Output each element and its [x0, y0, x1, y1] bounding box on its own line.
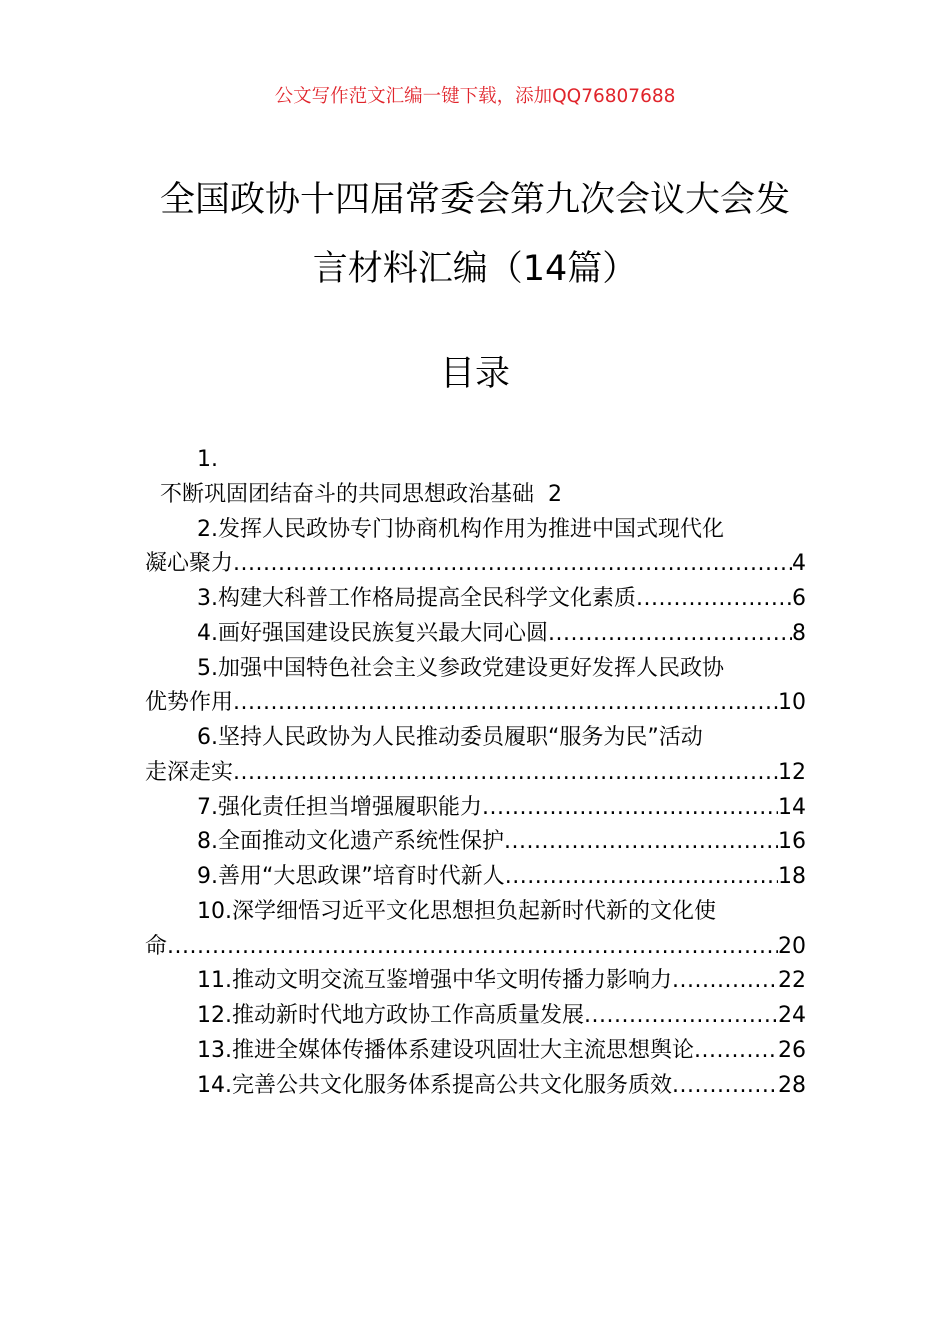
toc-entry-text: 8.全面推动文化遗产系统性保护 [197, 829, 504, 855]
dot-leader [672, 1069, 778, 1104]
document-title-line-2: 言材料汇编（14篇） [312, 249, 638, 289]
toc-entry-10-line-1[interactable] [145, 895, 806, 930]
toc-entry-text: 1. [197, 447, 218, 472]
toc-entry-text: 走深走实 [145, 759, 234, 785]
toc-entry-text: 命 [145, 933, 168, 959]
toc-entry-text: 5.加强中国特色社会主义参政党建设更好发挥人民政协 [197, 655, 724, 681]
dot-leader [672, 964, 778, 999]
toc-entry-7[interactable] [145, 791, 806, 826]
toc-entry-11[interactable] [145, 964, 806, 999]
table-of-contents [145, 443, 806, 1103]
toc-entry-text: 3.构建大科普工作格局提高全民科学文化素质 [197, 586, 636, 611]
toc-page-number: 18 [778, 864, 806, 889]
toc-page-number: 14 [778, 794, 806, 820]
toc-entry-text: 9.善用“大思政课”培育时代新人 [197, 864, 505, 889]
dot-leader [233, 756, 778, 791]
toc-page-number: 4 [792, 551, 806, 577]
toc-entry-6-line-2[interactable] [145, 756, 806, 791]
toc-page-number: 24 [778, 1003, 806, 1028]
toc-page-number: 28 [778, 1072, 806, 1098]
toc-entry-text: 凝心聚力 [145, 551, 234, 577]
toc-entry-5-line-1[interactable] [145, 652, 806, 687]
toc-entry-text: 14.完善公共文化服务体系提高公共文化服务质效 [197, 1072, 672, 1098]
toc-entry-text: 11.推动文明交流互鉴增强中华文明传播力影响力 [197, 968, 672, 994]
toc-page-number: 8 [792, 620, 806, 646]
toc-entry-9[interactable] [145, 860, 806, 895]
toc-entry-text: 不断巩固团结奋斗的共同思想政治基础 [160, 481, 535, 507]
toc-entry-12[interactable] [145, 999, 806, 1034]
toc-entry-1-line-2[interactable] [145, 478, 806, 513]
toc-page-number: 22 [778, 968, 806, 994]
toc-entry-text: 优势作用 [145, 690, 234, 716]
dot-leader [233, 547, 792, 582]
toc-page-number: 10 [778, 690, 806, 716]
toc-entry-1-line-1[interactable] [145, 443, 806, 478]
toc-entry-text: 12.推动新时代地方政协工作高质量发展 [197, 1003, 584, 1028]
dot-leader [548, 617, 792, 652]
dot-leader [167, 930, 778, 965]
toc-page-number: 12 [778, 759, 806, 785]
toc-page-number: 6 [792, 586, 806, 611]
toc-entry-13[interactable] [145, 1034, 806, 1069]
toc-page-number: 26 [778, 1037, 806, 1063]
dot-leader [504, 825, 778, 860]
toc-entry-text: 7.强化责任担当增强履职能力 [197, 794, 482, 820]
toc-entry-3[interactable] [145, 582, 806, 617]
dot-leader [584, 999, 778, 1034]
dot-leader [636, 582, 792, 617]
toc-entry-8[interactable] [145, 825, 806, 860]
toc-page-number: 2 [548, 481, 563, 507]
download-notice: 公文写作范文汇编一键下载，添加QQ76807688 [274, 86, 676, 107]
toc-entry-text: 4.画好强国建设民族复兴最大同心圆 [197, 620, 548, 646]
toc-entry-14[interactable] [145, 1069, 806, 1104]
toc-entry-text: 13.推进全媒体传播体系建设巩固壮大主流思想舆论 [197, 1037, 694, 1063]
toc-page-number: 20 [778, 933, 806, 959]
toc-entry-text: 10.深学细悟习近平文化思想担负起新时代新的文化使 [197, 898, 716, 924]
toc-entry-text: 6.坚持人民政协为人民推动委员履职“服务为民”活动 [197, 725, 703, 750]
toc-entry-2-line-1[interactable] [145, 513, 806, 548]
toc-entry-2-line-2[interactable] [145, 547, 806, 582]
toc-entry-5-line-2[interactable] [145, 686, 806, 721]
toc-entry-4[interactable] [145, 617, 806, 652]
document-title-line-1: 全国政协十四届常委会第九次会议大会发 [159, 180, 790, 220]
dot-leader [505, 860, 778, 895]
dot-leader [694, 1034, 778, 1069]
toc-page-number: 16 [778, 829, 806, 855]
toc-entry-6-line-1[interactable] [145, 721, 806, 756]
dot-leader [482, 791, 778, 826]
dot-leader [233, 686, 778, 721]
toc-entry-text: 2.发挥人民政协专门协商机构作用为推进中国式现代化 [197, 516, 724, 542]
toc-entry-10-line-2[interactable] [145, 930, 806, 965]
toc-heading: 目录 [439, 354, 510, 394]
